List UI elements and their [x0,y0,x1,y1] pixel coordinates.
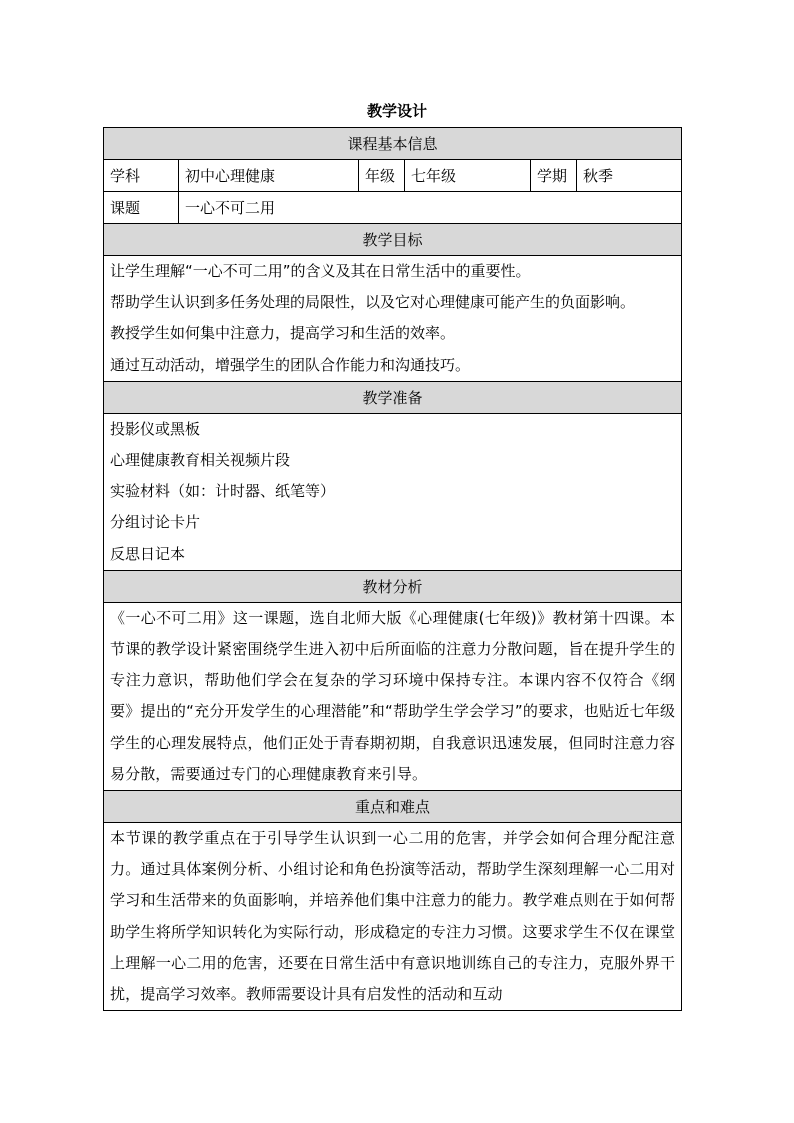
analysis-text: 《一心不可二用》这一课题，选自北师大版《心理健康(七年级)》教材第十四课。本节课的教学设计紧密围绕学生进入初中后所面临的注意力分散问题，旨在提升学生的专注力意识，帮助他们学会在复杂的学习环境中保持专注。本课内容不仅符合《纲要》提出的“充分开发学生的心理潜能”和“帮助学生学会学习”的要求，也贴近七年级学生的心理发展特点，他们正处于青春期初期，自我意识迅速发展，但同时注意力容易分散，需要通过专门的心理健康教育来引导。 [110,608,676,783]
basic-info-header: 课程基本信息 [104,128,682,160]
preparation-cell [104,413,682,570]
preparation-item: 投影仪或黑板 [110,419,201,438]
key-points-cell [104,822,682,1010]
key-points-row [104,822,682,1010]
objective-item: 教授学生如何集中注意力，提高学习和生活的效率。 [110,324,456,343]
subject-label: 学科 [104,160,179,192]
objectives-cell [104,256,682,382]
document-title: 教学设计 [366,102,427,120]
grade-value: 七年级 [405,160,531,192]
objective-item: 帮助学生认识到多任务处理的局限性，以及它对心理健康可能产生的负面影响。 [110,293,636,312]
section-header-row [104,790,682,822]
preparation-header: 教学准备 [104,381,682,413]
key-points-text: 本节课的教学重点在于引导学生认识到一心二用的危害，并学会如何合理分配注意力。通过具体案例分析、小组讨论和角色扮演等活动，帮助学生深刻理解一心二用对学习和生活带来的负面影响，并培养他们集中注意力的能力。教学难点则在于如何帮助学生将所学知识转化为实际行动，形成稳定的专注力习惯。这要求学生不仅在课堂上理解一心二用的危害，还要在日常生活中有意识地训练自己的专注力，克服外界干扰，提高学习效率。教师需要设计具有启发性的活动和互动 [110,828,676,1003]
analysis-cell [104,602,682,790]
section-header-row [104,570,682,602]
preparation-item: 分组讨论卡片 [110,513,201,532]
topic-row [104,192,682,224]
subject-value: 初中心理健康 [179,160,359,192]
term-value: 秋季 [577,160,682,192]
term-label: 学期 [531,160,577,192]
objectives-row [104,256,682,382]
section-header-row [104,128,682,160]
topic-label: 课题 [104,192,179,224]
analysis-row [104,602,682,790]
preparation-item: 实验材料（如：计时器、纸笔等） [110,482,336,501]
preparation-item: 反思日记本 [110,544,186,563]
objectives-header: 教学目标 [104,224,682,256]
section-header-row [104,381,682,413]
info-row [104,160,682,192]
preparation-item: 心理健康教育相关视频片段 [110,450,291,469]
objective-item: 通过互动活动，增强学生的团队合作能力和沟通技巧。 [110,355,471,374]
topic-value: 一心不可二用 [179,192,682,224]
analysis-header: 教材分析 [104,570,682,602]
key-points-header: 重点和难点 [104,790,682,822]
lesson-plan-table [103,127,682,1011]
section-header-row [104,224,682,256]
preparation-row [104,413,682,570]
objective-item: 让学生理解“一心不可二用”的含义及其在日常生活中的重要性。 [110,262,531,280]
grade-label: 年级 [359,160,405,192]
